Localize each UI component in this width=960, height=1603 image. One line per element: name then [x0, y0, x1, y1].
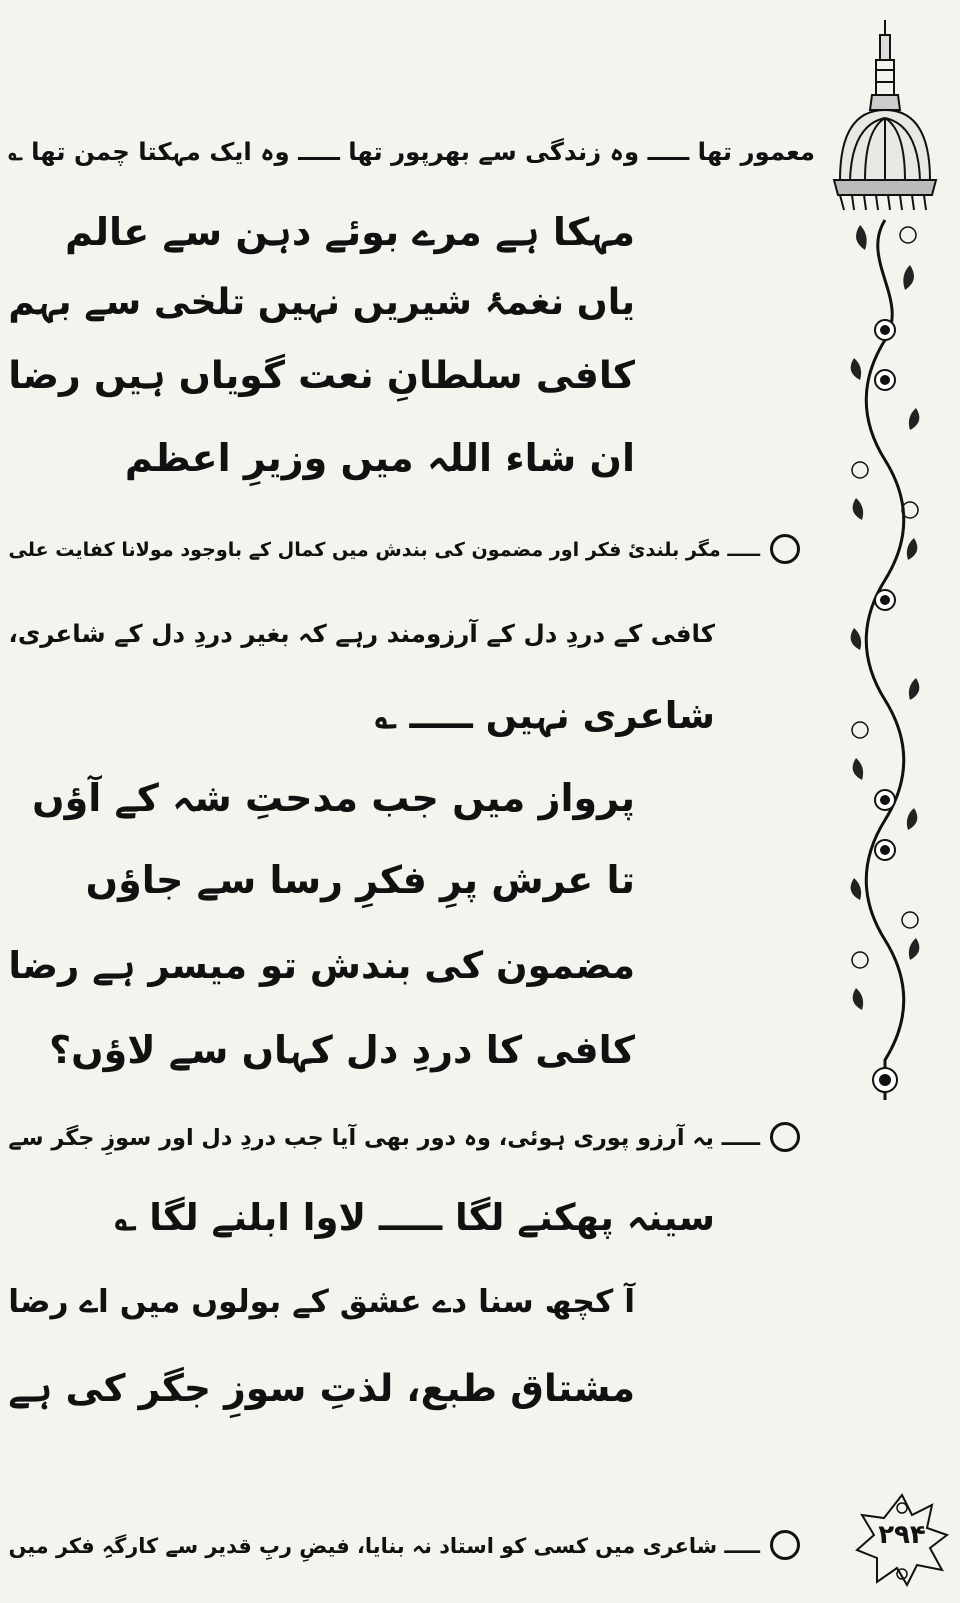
verse-line-8: کافی کا دردِ دل کہاں سے لاؤں؟ — [49, 1028, 635, 1072]
text-line-3: کافی کے دردِ دل کے آرزومند رہے کہ بغیر دردِ دل کے شاعری، — [8, 619, 715, 648]
verse-line-7: مضمون کی بندش تو میسر ہے رضا — [8, 944, 635, 987]
verse-line-5: پرواز میں جب مدحتِ شہ کے آؤں — [32, 776, 635, 820]
text-line-4: شاعری نہیں ـــــ ؎ — [374, 694, 715, 737]
verse-line-1: مہکا ہے مرے بوئے دہن سے عالم — [64, 210, 635, 254]
text-line-6: سینہ پھکنے لگا ـــــ لاوا ابلنے لگا ؎ — [114, 1196, 715, 1239]
paragraph-bullet-3 — [770, 1530, 800, 1560]
text-line-5: ـــــ یہ آرزو پوری ہوئی، وہ دور بھی آیا جب دردِ دل اور سوزِ جگر سے — [8, 1125, 760, 1151]
verse-line-4: ان شاء اللہ میں وزیرِ اعظم — [124, 436, 635, 480]
verse-line-3: کافی سلطانِ نعت گویاں ہیں رضا — [8, 353, 635, 397]
verse-line-2: یاں نغمۂ شیریں نہیں تلخی سے بہم — [8, 280, 635, 323]
text-line-2: ـــــ مگر بلندیٔ فکر اور مضمون کی بندش میں کمال کے باوجود مولانا کفایت علی — [8, 538, 760, 561]
verse-line-6: تا عرش پرِ فکرِ رسا سے جاؤں — [85, 858, 635, 902]
paragraph-bullet-1 — [770, 534, 800, 564]
paragraph-bullet-2 — [770, 1122, 800, 1152]
text-line-7: ـــــ شاعری میں کسی کو استاد نہ بنایا، فیضِ ربِ قدیر سے کارگہِ فکر میں — [8, 1534, 760, 1558]
verse-line-10: مشتاق طبع، لذتِ سوزِ جگر کی ہے — [8, 1366, 635, 1410]
page-number: ۲۹۴ — [878, 1520, 926, 1550]
verse-line-9: آ کچھ سنا دے عشق کے بولوں میں اے رضا — [8, 1284, 635, 1320]
dome-vine-border-ornament — [820, 0, 950, 1150]
text-line-1: معمور تھا ـــــ وہ زندگی سے بھرپور تھا ـــــ وہ ایک مہکتا چمن تھا ؎ — [8, 137, 815, 166]
